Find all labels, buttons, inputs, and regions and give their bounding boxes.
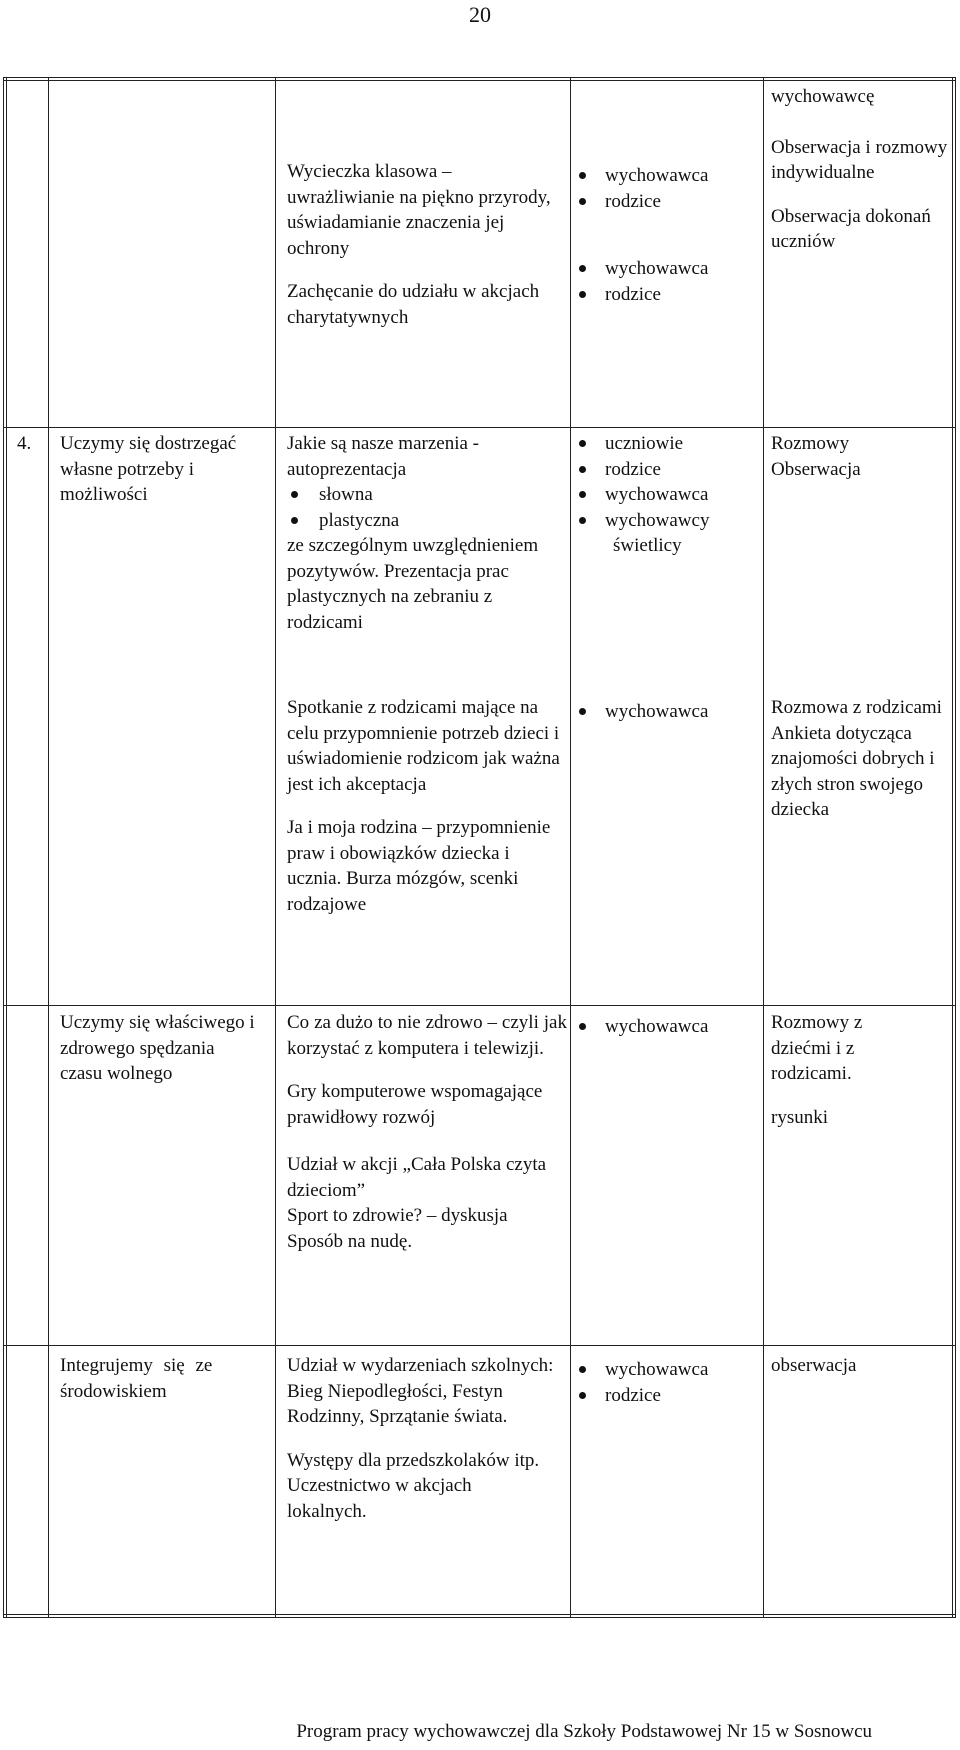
evaluation-text: rysunki	[771, 1106, 828, 1128]
page-footer: Program pracy wychowawczej dla Szkoły Podstawowej Nr 15 w Sosnowcu	[296, 1721, 872, 1742]
list-item: rodzice	[575, 189, 755, 215]
evaluation-text: Obserwacja i rozmowy indywidualne	[771, 136, 948, 183]
row0-responsible	[575, 163, 755, 307]
activity-text: Gry komputerowe wspomagające prawidłowy rozwój	[287, 1081, 543, 1128]
list-item: plastyczna	[287, 508, 562, 534]
activity-text: Zachęcanie do udziału w akcjach charytatywnych	[287, 281, 540, 328]
list-item: uczniowie	[575, 431, 760, 457]
activity-bullets	[287, 482, 562, 533]
row0-activities	[287, 159, 559, 330]
list-item: wychowawca	[575, 482, 760, 508]
list-item: wychowawca	[575, 699, 760, 725]
row4-responsible	[575, 1357, 760, 1408]
row2-responsible	[575, 699, 760, 725]
row3-activities	[287, 1010, 567, 1254]
list-item: rodzice	[575, 1383, 760, 1409]
activity-text: Występy dla przedszkolaków itp.	[287, 1449, 540, 1471]
list-item: wychowawca	[575, 1357, 760, 1383]
list-item: rodzice	[575, 457, 760, 483]
list-item: wychowawca	[575, 163, 755, 189]
evaluation-text: wychowawcę	[771, 86, 875, 107]
activity-text: Ja i moja rodzina – przypomnienie praw i obowiązków dziecka i ucznia. Burza mózgów, scenki rodzajowe	[287, 817, 551, 915]
evaluation-text: Obserwacja dokonań uczniów	[771, 205, 931, 252]
row1-responsible	[575, 431, 760, 559]
activity-text: Sport to zdrowie? – dyskusja	[287, 1205, 508, 1226]
responsible-continuation: świetlicy	[613, 535, 682, 556]
row2-evaluation: Rozmowa z rodzicami Ankieta dotycząca znajomości dobrych i złych stron swojego dziecka	[771, 697, 942, 820]
row4-goal: Integrujemy się ze środowiskiem	[60, 1355, 213, 1402]
activity-text: Uczestnictwo w akcjach lokalnych.	[287, 1475, 472, 1522]
row1-goal: Uczymy się dostrzegać własne potrzeby i możliwości	[60, 433, 237, 505]
activity-text: Jakie są nasze marzenia - autoprezentacja	[287, 433, 480, 480]
responsible-list	[575, 431, 760, 533]
list-item: wychowawca	[575, 1014, 760, 1040]
evaluation-text: Rozmowy z dziećmi i z rodzicami.	[771, 1012, 863, 1084]
row3-evaluation	[771, 1010, 911, 1130]
activity-text: Udział w akcji „Cała Polska czyta dzieciom”	[287, 1154, 547, 1201]
row2-activities	[287, 695, 562, 917]
activity-text: ze szczególnym uwzględnieniem pozytywów. Prezentacja prac plastycznych na zebraniu z rodzicami	[287, 535, 539, 633]
activity-text: Spotkanie z rodzicami mające na celu przypomnienie potrzeb dzieci i uświadomienie rodzicom jak ważna jest ich akceptacja	[287, 697, 560, 795]
activity-text: Wycieczka klasowa – uwrażliwianie na piękno przyrody, uświadamianie znaczenia jej ochrony	[287, 161, 551, 259]
activity-text: Sposób na nudę.	[287, 1230, 413, 1252]
row3-responsible	[575, 1014, 760, 1040]
activity-text: Co za dużo to nie zdrowo – czyli jak korzystać z komputera i telewizji.	[287, 1012, 567, 1059]
row1-activities	[287, 431, 562, 635]
responsible-list	[575, 1357, 760, 1408]
list-item: słowna	[287, 482, 562, 508]
list-item: rodzice	[575, 282, 755, 308]
row3-goal: Uczymy się właściwego i zdrowego spędzania czasu wolnego	[60, 1012, 255, 1084]
responsible-list	[575, 1014, 760, 1040]
responsible-list	[575, 256, 755, 307]
row0-evaluation	[771, 84, 951, 255]
list-item: wychowawcy	[575, 508, 760, 534]
list-item: wychowawca	[575, 256, 755, 282]
row4-evaluation: obserwacja	[771, 1355, 857, 1376]
responsible-list	[575, 163, 755, 214]
row1-evaluation: Rozmowy Obserwacja	[771, 433, 861, 480]
row1-number: 4.	[17, 433, 32, 454]
responsible-list	[575, 699, 760, 725]
row4-activities	[287, 1353, 562, 1524]
activity-text: Udział w wydarzeniach szkolnych: Bieg Niepodległości, Festyn Rodzinny, Sprzątanie świata.	[287, 1355, 554, 1427]
page-number: 20	[469, 2, 491, 27]
